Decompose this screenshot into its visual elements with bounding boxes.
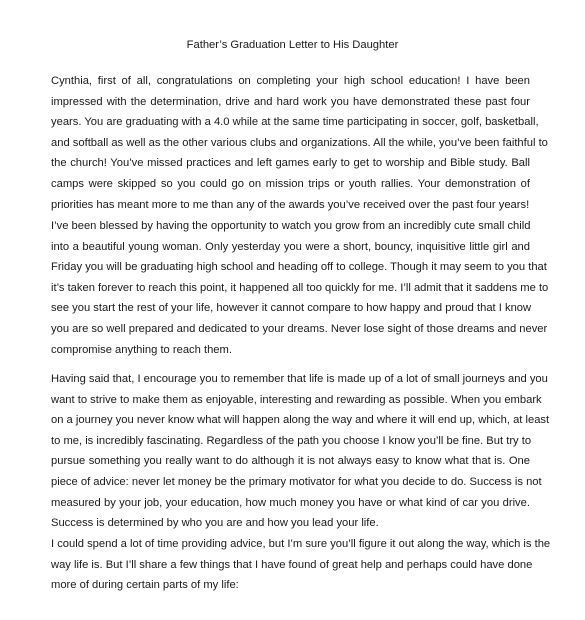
text-line: Success is determined by who you are and how you lead your life.: [51, 517, 379, 530]
text-line: piece of advice: never let money be the primary motivator for what you decide to do. Success is not: [51, 475, 542, 488]
text-line: compromise anything to reach them.: [51, 343, 232, 356]
text-line: on a journey you never know what will happen along the way and where it will end up, which, at least: [51, 414, 550, 427]
text-line: way life is. But I’ll share a few things that I have found of great help and perhaps could have done: [51, 558, 533, 571]
text-line: years. You are graduating with a 4.0 while at the same time participating in soccer, golf, basketball,: [51, 116, 539, 129]
text-line: to me, is incredibly fascinating. Regardless of the path you choose I know you’ll be fine. But try to: [51, 434, 532, 447]
paragraph-congratulations: [51, 71, 548, 215]
text-line: measured by your job, your education, how much money you have or what kind of car you drive.: [51, 496, 530, 509]
text-line: Friday you will be graduating high school and heading off to college. Though it may seem to you that: [51, 261, 547, 274]
text-line: pursue something you really want to do although it is not always easy to know what that is. One: [51, 455, 530, 468]
document-title: Father’s Graduation Letter to His Daughter: [186, 39, 399, 51]
paragraph-blessed: [51, 216, 549, 360]
text-line: and softball as well as the other various clubs and organizations. All the while, you’ve been faithful to: [51, 136, 548, 149]
text-line: the church! You’ve missed practices and left games early to get to worship and Bible study. Ball: [51, 157, 530, 170]
paragraph-advice: [51, 534, 551, 596]
text-line: want to strive to make them as enjoyable, interesting and rewarding as possible. When you embark: [51, 393, 542, 406]
text-line: into a beautiful young woman. Only yesterday you were a short, bouncy, inquisitive little girl and: [51, 240, 530, 253]
text-line: I’ve been blessed by having the opportunity to watch you grow from an incredibly cute small child: [51, 220, 531, 232]
text-line: Having said that, I encourage you to remember that life is made up of a lot of small journeys and you: [51, 373, 548, 385]
text-line: you are so well prepared and dedicated to your dreams. Never lose sight of those dreams and never: [51, 322, 548, 335]
text-line: Cynthia, first of all, congratulations on completing your high school education! I have been: [51, 75, 530, 87]
text-line: impressed with the determination, drive and hard work you have demonstrated these past four: [51, 95, 530, 108]
text-line: see you start the rest of your life, however it cannot compare to how happy and proud that I know: [51, 302, 532, 315]
text-line: it’s taken forever to reach this point, it happened all too quickly for me. I’ll admit that it saddens me to: [51, 281, 549, 294]
text-line: camps were skipped so you could go on mission trips or youth rallies. Your demonstration of: [51, 177, 530, 190]
text-line: I could spend a lot of time providing advice, but I’m sure you’ll figure it out along the way, which is the: [51, 538, 551, 550]
paragraph-journeys: [51, 369, 550, 534]
text-line: more of during certain parts of my life:: [51, 579, 239, 592]
text-line: priorities has meant more to me than any of the awards you’ve received over the past four years!: [51, 198, 530, 211]
